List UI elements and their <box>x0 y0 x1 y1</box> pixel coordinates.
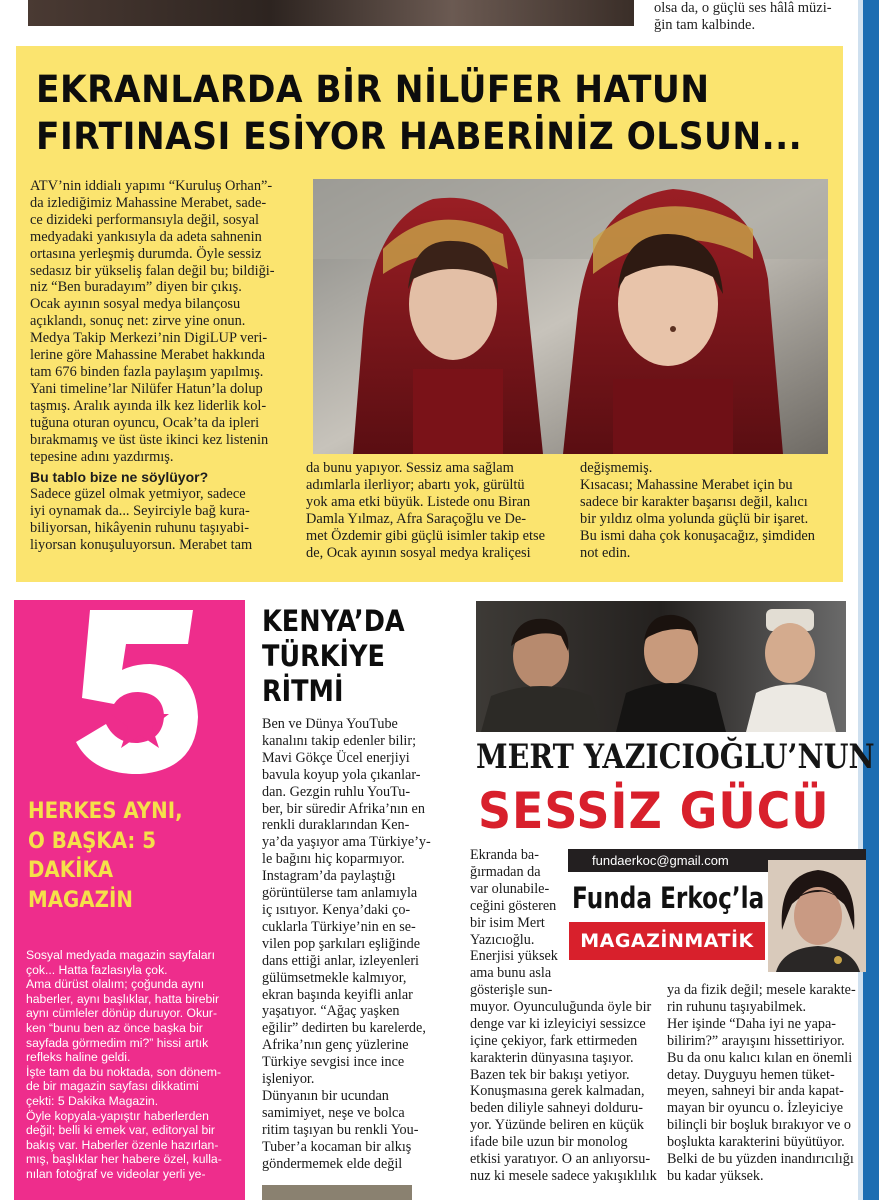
text-line: meyen, sahneyi bir anda kapat- <box>667 1083 844 1100</box>
feature-column-3 <box>580 460 830 561</box>
text-line: nuz ki mesele sadece yakışıklılık <box>470 1167 657 1184</box>
text-line: yaşatıyor. “Ağaç yaşken <box>262 1003 400 1020</box>
text-line: işleniyor. <box>262 1071 315 1088</box>
text-line: adımlarla ilerliyor; abartı yok, gürültü <box>306 476 525 493</box>
text-line: Ben ve Dünya YouTube <box>262 716 398 732</box>
text-line: da izlediğimiz Mahassine Merabet, sade- <box>30 194 267 211</box>
text-line: karakterin dünyasına taşıyor. <box>470 1049 634 1066</box>
text-line: DAKİKA <box>28 858 114 883</box>
text-line: KENYA’DA <box>262 604 405 638</box>
text-line: ğin tam kalbinde. <box>654 17 756 33</box>
text-line: eğilir” dedirten bu karelerde, <box>262 1020 426 1037</box>
text-line: olsa da, o güçlü ses hâlâ müzi- <box>654 0 832 16</box>
text-line: Belki de bu yüzden inandırıcılığı <box>667 1151 854 1168</box>
text-line: iyi oynamak da... Seyirciyle bağ kura- <box>30 503 250 520</box>
text-line: bir isim Mert <box>470 914 545 931</box>
text-line: O BAŞKA: 5 <box>28 828 157 854</box>
mert-photo-illustration <box>476 601 846 732</box>
text-line: değil; belli ki emek var, editoryal bir <box>26 1123 215 1138</box>
text-line: nılan fotoğraf ve videolar yerli ye- <box>26 1166 206 1181</box>
text-line: kanalını takip edenler bilir; <box>262 732 417 749</box>
text-line: ber, bir süredir Afrika’nın en <box>262 800 425 817</box>
text-line: denge var ki izleyiciyi sessizce <box>470 1015 646 1032</box>
text-line: gösterişle sun- <box>470 982 553 998</box>
text-line: yok ama etki büyük. Listede onu Biran <box>306 493 531 510</box>
text-line: görüntülerse tam anlamıyla <box>262 885 418 902</box>
feature-headline <box>36 66 803 160</box>
text-line: Öyle kopyala-yapıştır haberlerden <box>26 1108 209 1123</box>
columnist-name: Funda Erkoç’la <box>572 881 765 915</box>
text-line: İşte tam da bu noktada, son dönem- <box>26 1064 222 1079</box>
text-line: rin ruhunu taşıyabilmek. <box>667 998 807 1015</box>
text-line: EKRANLARDA BİR NİLÜFER HATUN <box>36 68 710 111</box>
text-line: MAGAZİN <box>28 887 133 913</box>
kenya-body <box>262 716 462 1172</box>
text-line: Yani timeline’lar Nilüfer Hatun’la dolup <box>30 380 263 397</box>
text-line: dans ettiği anlar, izleyenleri <box>262 952 420 969</box>
mert-photo <box>476 601 846 732</box>
text-line: etkisi yaratıyor. O an anlıyorsu- <box>470 1151 651 1168</box>
text-line: ATV’nin iddialı yapımı “Kuruluş Orhan”- <box>30 178 273 194</box>
text-line: bilirim?” arayışını hissettiriyor. <box>667 1032 845 1049</box>
kenya-headline <box>262 604 405 709</box>
text-line: bavula koyup yola çıkanlar- <box>262 766 421 783</box>
five-logo-graphic <box>68 592 208 792</box>
text-line: tepesine adını yazdırmış. <box>30 448 174 465</box>
mert-article-name: MERT YAZICIOĞLU’NUN <box>476 737 875 777</box>
text-line: samimiyet, neşe ve bolca <box>262 1104 405 1121</box>
text-line: ğırmadan da <box>470 863 541 880</box>
text-line: tuğuna oturan oyuncu, Ocak’ta da ipleri <box>30 414 260 431</box>
text-line: detay. Duyguyu hemen tüket- <box>667 1066 835 1083</box>
mert-column-1 <box>470 982 660 1185</box>
text-line: FIRTINASI ESİYOR HABERİNİZ OLSUN... <box>36 115 803 158</box>
mert-column-2 <box>667 982 857 1185</box>
text-line: değişmemiş. <box>580 460 653 476</box>
feature-subheading: Bu tablo bize ne söylüyor? <box>30 469 209 486</box>
text-line: Her işinde “Daha iyi ne yapa- <box>667 1015 836 1032</box>
text-line: vilen pop şarkıları eşliğinde <box>262 935 420 952</box>
text-line: mış, başlıklar her habere özel, kulla- <box>26 1152 222 1167</box>
text-line: cuklarla Türkiye’nin en se- <box>262 918 416 935</box>
kenya-photo <box>262 1185 412 1200</box>
text-line: RİTMİ <box>262 674 344 708</box>
text-line: yor. Yüzünde beliren en küçük <box>470 1117 645 1134</box>
text-line: bir yıldız olma yolunda güçlü bir işaret. <box>580 510 809 527</box>
text-line: açıklandı, sonuç net: zirve yine onun. <box>30 313 246 330</box>
text-line: Tuber’a kocaman bir alkış <box>262 1138 412 1155</box>
top-article-tail <box>654 0 854 34</box>
text-line: niz “Ben buradayım” diyen bir çıkış. <box>30 279 242 296</box>
text-line: liyorsan konuşuluyorsun. Merabet tam <box>30 537 253 554</box>
text-line: not edin. <box>580 544 631 561</box>
text-line: ceğini gösteren <box>470 897 557 914</box>
text-line: sedasız bir yükseliş falan değil bu; bildiği- <box>30 262 275 279</box>
text-line: bu kadar yüksek. <box>667 1167 764 1184</box>
text-line: var olunabile- <box>470 880 550 897</box>
text-line: Medya Takip Merkezi’nin DigiLUP veri- <box>30 330 268 347</box>
text-line: muyor. Oyunculuğunda öyle bir <box>470 998 652 1015</box>
text-line: bilinçli bir boşluk bırakıyor ve o <box>667 1117 852 1134</box>
text-line: ya da fizik değil; mesele karakte- <box>667 982 856 998</box>
text-line: Sadece güzel olmak yetmiyor, sadece <box>30 486 246 503</box>
feature-column-1-after <box>30 486 302 554</box>
text-line: ekran başında keyifli anlar <box>262 986 413 1003</box>
text-line: aynı cümleler dönüp duruyor. Okur- <box>26 1006 218 1021</box>
text-line: gülümsetmekle kalmıyor, <box>262 969 407 986</box>
page-edge-stripe <box>863 0 879 1200</box>
text-line: mayan bir oyuncu o. İzleyiciye <box>667 1100 844 1117</box>
text-line: lerine göre Mahassine Merabet hakkında <box>30 347 265 364</box>
feature-column-1-text <box>30 178 302 465</box>
text-line: ifade bile uzun bir monolog <box>470 1134 628 1151</box>
text-line: iç ısıtıyor. Kenya’daki ço- <box>262 901 411 918</box>
text-line: sadece bir karakter başarısı değil, kalıcı <box>580 493 808 510</box>
columnist-avatar-illustration <box>768 860 866 972</box>
text-line: renkli duraklarından Ken- <box>262 817 410 834</box>
text-line: Sosyal medyada magazin sayfaları <box>26 948 216 962</box>
text-line: Bu ismi daha çok konuşacağız, şimdiden <box>580 527 816 544</box>
five-logo <box>68 592 208 792</box>
text-line: HERKES AYNI, <box>28 799 183 824</box>
text-line: ken “bunu ben az önce başka bir <box>26 1020 203 1035</box>
feature-column-2 <box>306 460 572 561</box>
text-line: ya’da yaşıyor ama Türkiye’y- <box>262 834 431 851</box>
text-line: Ocak ayının sosyal medya bilançosu <box>30 296 241 313</box>
text-line: tam 676 binden fazla paylaşım yapılmış. <box>30 363 264 380</box>
text-line: boşlukta karakterini büyütüyor. <box>667 1134 845 1151</box>
text-line: ama bunu asla <box>470 965 552 982</box>
pink-headline <box>28 797 226 915</box>
mert-intro <box>470 847 570 982</box>
columnist-tag: MAGAZİNMATİK <box>569 922 765 960</box>
text-line: Kısacası; Mahassine Merabet için bu <box>580 476 793 493</box>
text-line: sayfada görmedim mi?” hissi artık <box>26 1035 209 1050</box>
text-line: Ama dürüst olalım; çoğunda aynı <box>26 977 205 992</box>
text-line: göndermemek elde değil <box>262 1155 403 1172</box>
text-line: ritim taşıyan bu renkli You- <box>262 1121 419 1138</box>
text-line: le bağını hiç koparmıyor. <box>262 851 405 868</box>
text-line: beden diliyle sahneyi dolduru- <box>470 1100 643 1117</box>
text-line: bakış var. Haberler özenle hazırlan- <box>26 1137 219 1152</box>
text-line: Damla Yılmaz, Afra Saraçoğlu ve De- <box>306 510 527 527</box>
text-line: biliyorsan, hikâyenin ruhunu taşıyabi- <box>30 520 250 537</box>
text-line: Afrika’nın genç yüzlerine <box>262 1037 409 1054</box>
nilufer-hatun-photo-illustration <box>313 179 828 454</box>
text-line: Bazen tek bir bakışı yetiyor. <box>470 1066 630 1083</box>
mert-article-title: SESSİZ GÜCÜ <box>478 782 830 840</box>
text-line: medyadaki yankısıyla da adeta sahnenin <box>30 228 262 245</box>
text-line: ortasına yerleşmiş durumda. Öyle sessiz <box>30 245 262 262</box>
text-line: çekti: 5 Dakika Magazin. <box>26 1093 159 1108</box>
text-line: dan. Gezgin ruhlu YouTu- <box>262 783 411 800</box>
text-line: Bu da onu kalıcı kılan en önemli <box>667 1049 853 1066</box>
text-line: de bir magazin sayfası dikkatimi <box>26 1079 199 1094</box>
text-line: Dünyanın bir ucundan <box>262 1087 389 1104</box>
text-line: refleks haline geldi. <box>26 1050 131 1065</box>
text-line: çok... Hatta fazlasıyla çok. <box>26 962 168 977</box>
feature-photo <box>313 179 828 454</box>
columnist-email[interactable]: fundaerkoc@gmail.com <box>568 849 866 872</box>
top-photo-strip <box>28 0 634 26</box>
feature-column-1 <box>30 178 302 554</box>
text-line: TÜRKİYE <box>262 639 385 673</box>
text-line: Mavi Gökçe Ücel enerjiyi <box>262 749 410 766</box>
text-line: Konuşmasına gerek kalmadan, <box>470 1083 645 1100</box>
text-line: Türkiye sevgisi ince ince <box>262 1054 405 1071</box>
text-line: taşmış. Aralık ayında ilk kez liderlik kol- <box>30 397 267 414</box>
text-line: Yazıcıoğlu. <box>470 931 535 948</box>
text-line: bırakmamış ve üst üste ikinci kez listenin <box>30 431 269 448</box>
text-line: içine çekiyor, fark ettirmeden <box>470 1032 638 1049</box>
text-line: ce dizideki performansıyla değil, sosyal <box>30 211 259 228</box>
text-line: met Özdemir gibi güçlü isimler takip etse <box>306 527 545 544</box>
text-line: da bunu yapıyor. Sessiz ama sağlam <box>306 460 514 476</box>
text-line: Instagram’da paylaştığı <box>262 868 396 885</box>
pink-body <box>26 948 242 1182</box>
text-line: de, Ocak ayının sosyal medya kraliçesi <box>306 544 531 561</box>
text-line: Ekranda ba- <box>470 847 539 863</box>
columnist-avatar <box>768 860 866 972</box>
text-line: haberler, aynı başlıklar, hatta birebir <box>26 991 220 1006</box>
text-line: Enerjisi yüksek <box>470 948 558 965</box>
